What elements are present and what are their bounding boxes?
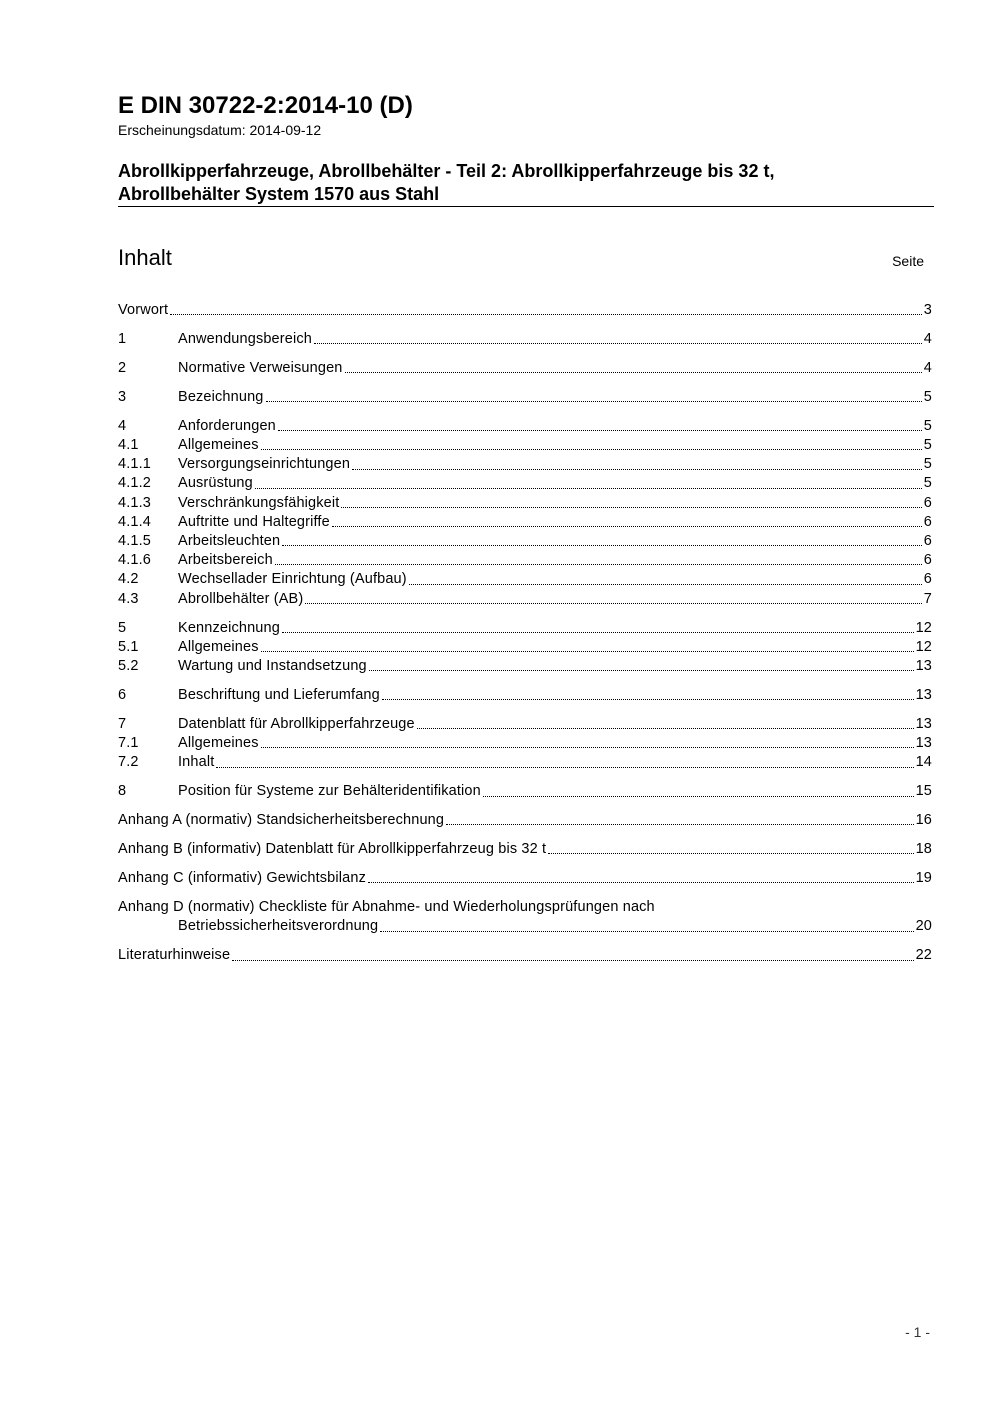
dot-leader xyxy=(282,545,922,546)
toc-entry-number: 5.1 xyxy=(118,638,139,655)
toc-entry-number: 5.2 xyxy=(118,657,139,674)
toc-entry-page: 6 xyxy=(923,494,932,511)
toc-entry-page: 5 xyxy=(923,475,932,492)
toc-entry-label: Wechsellader Einrichtung (Aufbau) xyxy=(178,571,407,588)
toc-entry-label: Wartung und Instandsetzung xyxy=(178,657,367,674)
toc-entry-page: 18 xyxy=(915,841,932,858)
toc-entry-page: 5 xyxy=(923,388,932,405)
toc-entry-number: 7.2 xyxy=(118,754,139,771)
dot-leader xyxy=(332,526,922,527)
toc-entry-7-1[interactable] xyxy=(118,734,932,753)
toc-entry-number: 7.1 xyxy=(118,735,139,752)
toc-entry-page: 15 xyxy=(915,783,932,800)
toc-entry-number: 4.3 xyxy=(118,590,139,607)
toc-entry-anhang-c[interactable] xyxy=(118,869,932,888)
toc-entry-number: 1 xyxy=(118,330,127,347)
dot-leader xyxy=(417,728,914,729)
toc-entry-label: Inhalt xyxy=(178,754,215,771)
dot-leader xyxy=(352,469,922,470)
dot-leader xyxy=(382,699,914,700)
toc-entry-label: Beschriftung und Lieferumfang xyxy=(178,686,380,703)
toc-entry-5[interactable] xyxy=(118,619,932,638)
toc-entry-page: 22 xyxy=(915,947,932,964)
toc-entry-label: Position für Systeme zur Behälteridentifikation xyxy=(178,783,481,800)
toc-entry-label: Anhang B (informativ) Datenblatt für Abrollkipperfahrzeug bis 32 t xyxy=(118,841,547,858)
toc-entry-number: 4.1.3 xyxy=(118,494,151,511)
toc-entry-label: Datenblatt für Abrollkipperfahrzeuge xyxy=(178,715,415,732)
toc-entry-page: 6 xyxy=(923,571,932,588)
toc-entry-page: 6 xyxy=(923,513,932,530)
document-title-line-1: Abrollkipperfahrzeuge, Abrollbehälter - Teil 2: Abrollkipperfahrzeuge bis 32 t, xyxy=(118,161,775,181)
toc-entry-number: 4.1.6 xyxy=(118,552,151,569)
toc-entry-literaturhinweise[interactable] xyxy=(118,946,932,965)
dot-leader xyxy=(278,430,922,431)
toc-entry-number: 4.1 xyxy=(118,437,139,454)
toc-entry-3[interactable] xyxy=(118,388,932,407)
toc-entry-8[interactable] xyxy=(118,782,932,801)
toc-entry-label: Betriebssicherheitsverordnung xyxy=(178,918,379,935)
toc-entry-label: Arbeitsleuchten xyxy=(178,533,281,550)
document-title xyxy=(118,160,938,206)
toc-entry-5-2[interactable] xyxy=(118,657,932,676)
dot-leader xyxy=(170,314,922,315)
toc-entry-label: Anwendungsbereich xyxy=(178,330,312,347)
dot-leader xyxy=(314,343,922,344)
toc-entry-page: 19 xyxy=(915,870,932,887)
toc-entry-label: Vorwort xyxy=(118,301,169,318)
toc-entry-number: 7 xyxy=(118,715,127,732)
toc-entry-label: Arbeitsbereich xyxy=(178,552,273,569)
table-of-contents xyxy=(118,301,932,966)
toc-heading: Inhalt xyxy=(118,245,172,270)
dot-leader xyxy=(261,449,922,450)
toc-entry-label: Kennzeichnung xyxy=(178,619,280,636)
toc-entry-4-2[interactable] xyxy=(118,570,932,589)
toc-entry-4[interactable] xyxy=(118,417,932,436)
toc-entry-page: 13 xyxy=(915,735,932,752)
toc-entry-label: Allgemeines xyxy=(178,638,259,655)
toc-entry-4-1-4[interactable] xyxy=(118,513,932,532)
toc-entry-page: 5 xyxy=(923,437,932,454)
toc-entry-4-3[interactable] xyxy=(118,590,932,609)
toc-entry-number: 8 xyxy=(118,783,127,800)
toc-entry-page: 14 xyxy=(915,754,932,771)
toc-entry-anhang-d[interactable] xyxy=(118,898,932,917)
toc-entry-label: Literaturhinweise xyxy=(118,947,231,964)
publication-date: Erscheinungsdatum: 2014-09-12 xyxy=(118,122,322,138)
toc-entry-5-1[interactable] xyxy=(118,638,932,657)
toc-entry-number: 5 xyxy=(118,619,127,636)
toc-entry-page: 5 xyxy=(923,417,932,434)
dot-leader xyxy=(282,632,914,633)
toc-entry-anhang-d-continuation[interactable] xyxy=(118,917,932,936)
toc-entry-page: 4 xyxy=(923,330,932,347)
toc-entry-number: 4.1.2 xyxy=(118,475,151,492)
toc-entry-label: Normative Verweisungen xyxy=(178,359,343,376)
dot-leader xyxy=(261,651,914,652)
toc-entry-1[interactable] xyxy=(118,330,932,349)
toc-entry-number: 4.1.1 xyxy=(118,456,151,473)
dot-leader xyxy=(446,824,913,825)
toc-entry-label: Anhang D (normativ) Checkliste für Abnahme- und Wiederholungsprüfungen nach xyxy=(118,899,655,916)
toc-entry-anhang-a[interactable] xyxy=(118,811,932,830)
toc-entry-label: Allgemeines xyxy=(178,437,259,454)
toc-entry-page: 4 xyxy=(923,359,932,376)
toc-entry-label: Anhang C (informativ) Gewichtsbilanz xyxy=(118,870,366,887)
toc-page-column-label: Seite xyxy=(892,253,924,269)
toc-entry-page: 16 xyxy=(915,812,932,829)
toc-entry-7-2[interactable] xyxy=(118,753,932,772)
toc-entry-4-1-3[interactable] xyxy=(118,494,932,513)
toc-entry-label: Anforderungen xyxy=(178,417,276,434)
toc-entry-vorwort[interactable] xyxy=(118,301,932,320)
dot-leader xyxy=(275,564,922,565)
toc-entry-number: 4.2 xyxy=(118,571,139,588)
dot-leader xyxy=(409,584,922,585)
toc-entry-4-1-1[interactable] xyxy=(118,455,932,474)
toc-entry-label: Anhang A (normativ) Standsicherheitsberechnung xyxy=(118,812,445,829)
toc-entry-label: Abrollbehälter (AB) xyxy=(178,590,304,607)
toc-entry-page: 12 xyxy=(915,638,932,655)
toc-entry-page: 13 xyxy=(915,715,932,732)
dot-leader xyxy=(261,747,914,748)
toc-entry-label: Auftritte und Haltegriffe xyxy=(178,513,330,530)
dot-leader xyxy=(255,488,922,489)
toc-entry-page: 13 xyxy=(915,657,932,674)
toc-entry-page: 5 xyxy=(923,456,932,473)
dot-leader xyxy=(380,931,913,932)
toc-entry-page: 6 xyxy=(923,552,932,569)
title-divider xyxy=(118,206,934,207)
toc-entry-4-1-2[interactable] xyxy=(118,475,932,494)
dot-leader xyxy=(305,603,921,604)
toc-entry-label: Allgemeines xyxy=(178,735,259,752)
toc-entry-number: 4 xyxy=(118,417,127,434)
toc-entry-4-1-5[interactable] xyxy=(118,532,932,551)
toc-entry-number: 6 xyxy=(118,686,127,703)
toc-entry-anhang-b[interactable] xyxy=(118,840,932,859)
toc-entry-2[interactable] xyxy=(118,359,932,378)
toc-entry-number: 4.1.4 xyxy=(118,513,151,530)
toc-entry-page: 6 xyxy=(923,533,932,550)
document-title-line-2: Abrollbehälter System 1570 aus Stahl xyxy=(118,184,440,204)
toc-entry-number: 3 xyxy=(118,388,127,405)
toc-entry-page: 12 xyxy=(915,619,932,636)
dot-leader xyxy=(216,767,913,768)
dot-leader xyxy=(266,401,922,402)
dot-leader xyxy=(368,882,914,883)
dot-leader xyxy=(345,372,922,373)
toc-entry-label: Bezeichnung xyxy=(178,388,264,405)
toc-entry-4-1[interactable] xyxy=(118,436,932,455)
document-code: E DIN 30722-2:2014-10 (D) xyxy=(118,92,413,119)
dot-leader xyxy=(341,507,921,508)
toc-entry-4-1-6[interactable] xyxy=(118,551,932,570)
toc-entry-label: Ausrüstung xyxy=(178,475,253,492)
dot-leader xyxy=(232,960,913,961)
toc-entry-page: 20 xyxy=(915,918,932,935)
toc-entry-number: 4.1.5 xyxy=(118,533,151,550)
toc-entry-page: 13 xyxy=(915,686,932,703)
toc-entry-label: Versorgungseinrichtungen xyxy=(178,456,351,473)
dot-leader xyxy=(369,670,914,671)
toc-entry-number: 2 xyxy=(118,359,127,376)
page-number: - 1 - xyxy=(905,1324,930,1340)
toc-entry-7[interactable] xyxy=(118,715,932,734)
dot-leader xyxy=(483,796,914,797)
dot-leader xyxy=(548,853,913,854)
toc-entry-page: 7 xyxy=(923,590,932,607)
toc-entry-6[interactable] xyxy=(118,686,932,705)
toc-entry-label: Verschränkungsfähigkeit xyxy=(178,494,340,511)
toc-entry-page: 3 xyxy=(923,301,932,318)
